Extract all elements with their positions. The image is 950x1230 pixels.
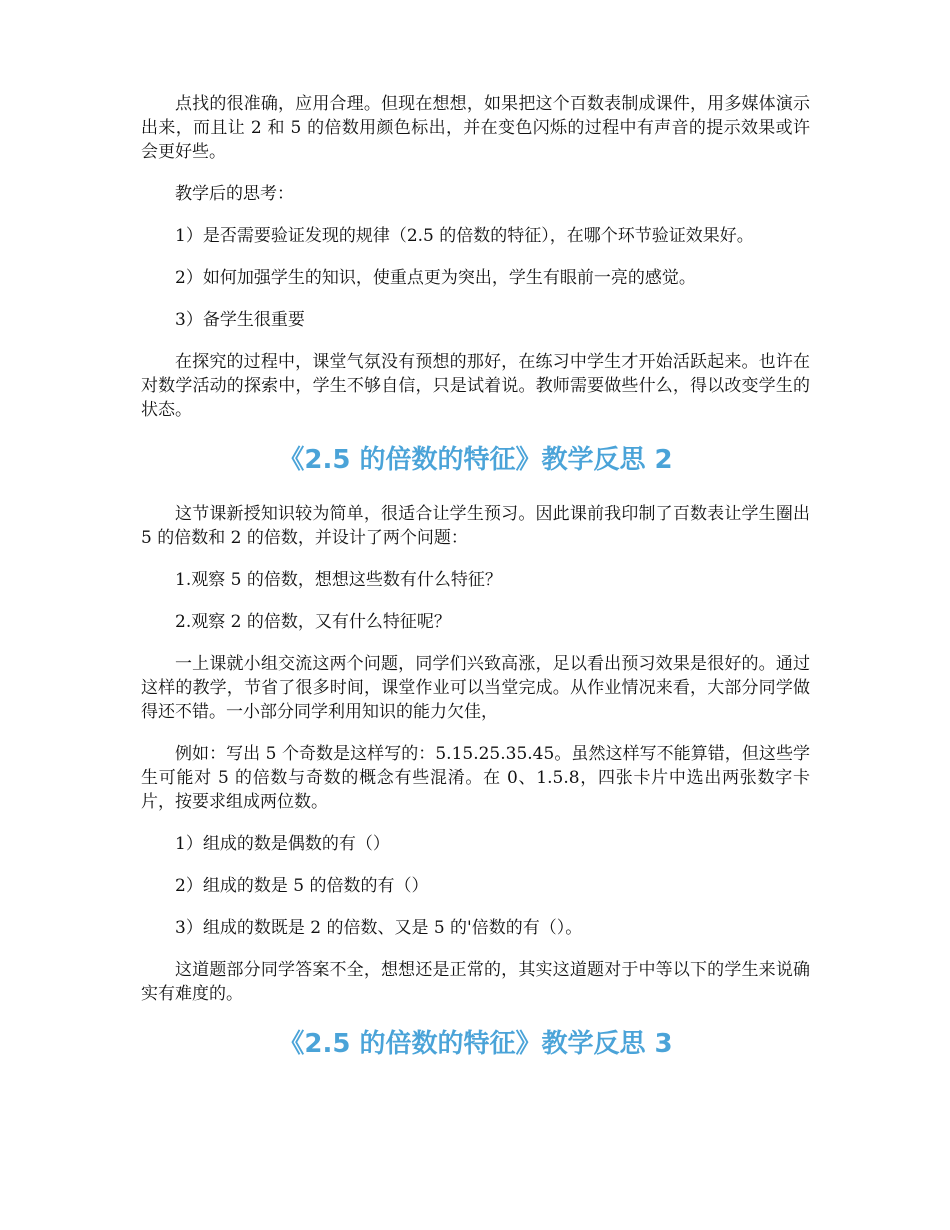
- paragraph: 2）如何加强学生的知识，使重点更为突出，学生有眼前一亮的感觉。: [175, 268, 696, 288]
- paragraph: 例如：写出 5 个奇数是这样写的：5.15.25.35.45。虽然这样写不能算错，但这些学生可能对 5 的倍数与奇数的概念有些混淆。在 0、1.5.8，四张卡片中选出两张数字卡片，按要求组成两位数。: [141, 744, 810, 812]
- paragraph: 在探究的过程中，课堂气氛没有预想的那好，在练习中学生才开始活跃起来。也许在对数学活动的探索中，学生不够自信，只是试着说。教师需要做些什么，得以改变学生的状态。: [141, 352, 810, 420]
- section-heading: 《2.5 的倍数的特征》教学反思 3: [278, 1029, 673, 1059]
- paragraph: 这节课新授知识较为简单，很适合让学生预习。因此课前我印制了百数表让学生圈出 5 的倍数和 2 的倍数，并设计了两个问题：: [141, 504, 810, 548]
- paragraph: 2.观察 2 的倍数，又有什么特征呢？: [175, 612, 451, 632]
- paragraph: 点找的很准确，应用合理。但现在想想，如果把这个百数表制成课件，用多媒体演示出来，而且让 2 和 5 的倍数用颜色标出，并在变色闪烁的过程中有声音的提示效果或许会更好些。: [141, 94, 810, 162]
- paragraph: 1）是否需要验证发现的规律（2.5 的倍数的特征），在哪个环节验证效果好。: [175, 226, 754, 246]
- paragraph: 一上课就小组交流这两个问题，同学们兴致高涨，足以看出预习效果是很好的。通过这样的教学，节省了很多时间，课堂作业可以当堂完成。从作业情况来看，大部分同学做得还不错。一小部分同学利用知识的能力欠佳，: [141, 654, 810, 722]
- section-heading: 《2.5 的倍数的特征》教学反思 2: [278, 445, 673, 475]
- paragraph: 1.观察 5 的倍数，想想这些数有什么特征？: [175, 570, 502, 590]
- paragraph: 这道题部分同学答案不全，想想还是正常的，其实这道题对于中等以下的学生来说确实有难度的。: [141, 960, 810, 1004]
- paragraph: 3）组成的数既是 2 的倍数、又是 5 的'倍数的有（）。: [175, 918, 583, 938]
- paragraph: 2）组成的数是 5 的倍数的有（）: [175, 876, 429, 896]
- paragraph: 教学后的思考：: [175, 184, 294, 204]
- paragraph: 3）备学生很重要: [175, 310, 305, 330]
- paragraph: 1）组成的数是偶数的有（）: [175, 834, 390, 854]
